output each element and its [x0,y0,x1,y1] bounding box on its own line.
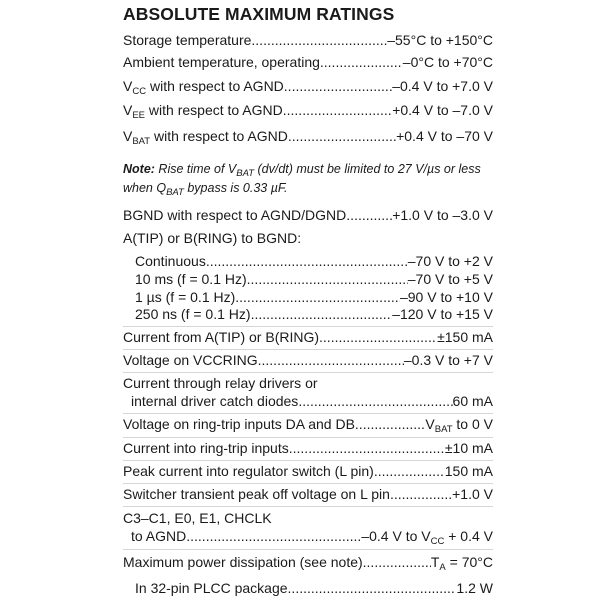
rating-tip-ring-1us [135,288,493,306]
rating-label: internal driver catch diodes [131,393,299,409]
rating-power-dissipation [123,553,493,571]
rating-value: –70 V to +2 V [407,253,493,269]
rating-value: $T_A = 70^\circ C$ [430,554,493,573]
divider [123,349,493,350]
rating-label: Current into ring-trip inputs [123,440,289,456]
rating-value: –120 V to +15 V [392,306,493,322]
divider [123,413,493,414]
rating-label: 1 µs (f = 0.1 Hz) [135,289,236,305]
divider [123,372,493,373]
rating-label: $V_{EE}$ with respect to AGND [123,102,283,121]
rating-vbat [123,127,493,145]
rating-control-pins [131,527,493,545]
rating-value: –70 V to +5 V [407,271,493,287]
rating-label: In 32-pin PLCC package [135,580,288,596]
rating-label: Ambient temperature, operating [123,54,320,70]
leader-dots [186,527,361,545]
rating-ring-trip-current [123,439,493,457]
rating-bgnd [123,206,493,224]
leader-space [354,206,392,224]
rating-value: +1.0 V [452,486,493,502]
rating-value: –0.4 V to +7.0 V [392,78,493,94]
rating-control-pins-line1: C3–C1, E0, E1, CHCLK [123,510,272,526]
divider [123,506,493,507]
leader-dots [258,351,404,369]
rating-switcher-transient [123,485,493,503]
rating-value: 1.2 W [456,580,493,596]
rating-label: Maximum power dissipation (see note) [123,554,363,570]
rating-value: –90 V to +10 V [399,289,493,305]
leader-dots [288,579,457,597]
rating-vcc [123,77,493,95]
rating-vee [123,101,493,119]
section-title: ABSOLUTE MAXIMUM RATINGS [123,4,395,24]
leader-dots [283,101,392,119]
divider [123,437,493,438]
leader-dots [390,485,452,503]
rating-relay-drivers [131,392,493,410]
rating-value: +0.4 V to –70 V [396,128,493,144]
leader-dots [206,252,408,270]
rating-tip-ring-250ns [135,305,493,323]
rating-regulator-current [123,462,493,480]
leader-dots [298,392,452,410]
rating-value: ±10 mA [444,440,493,456]
rating-value: –0°C to +70°C [402,54,493,70]
divider [123,549,493,550]
rating-label: Peak current into regulator switch (L pin) [123,463,374,479]
rating-label: 10 ms (f = 0.1 Hz) [135,271,247,287]
rating-value: ±150 mA [437,329,493,345]
rating-value: 150 mA [444,463,493,479]
leader-dots [251,31,387,49]
rating-value: $V_{BAT}$ to 0 V [425,416,493,435]
leader-dots [320,53,403,71]
rating-label: BGND with respect to AGND/DGND.. [123,207,355,223]
rating-value: –55°C to +150°C [387,32,493,48]
rating-ambient-temperature [123,53,493,71]
rating-relay-drivers-line1: Current through relay drivers or [123,375,318,391]
leader-dots [319,328,437,346]
rating-tip-ring-continuous [135,252,493,270]
rating-value: +1.0 V to –3.0 V [392,207,493,223]
leader-dots [289,439,445,457]
rating-current-tip-ring [123,328,493,346]
rating-label: Continuous [135,253,206,269]
rating-ring-trip-voltage [123,415,493,433]
rating-value: –0.4 V to $V_{CC} + 0.4$ V [361,528,493,547]
leader-dots [247,270,408,288]
rating-label: Voltage on ring-trip inputs DA and DB [123,416,355,432]
rating-plcc-package [135,579,493,597]
leader-dots [251,305,393,323]
rating-storage-temperature [123,31,493,49]
leader-dots [355,415,425,433]
rating-label: Switcher transient peak off voltage on L pin [123,486,390,502]
rating-value: 60 mA [452,393,493,409]
rating-label: $V_{CC}$ with respect to AGND [123,78,284,97]
divider [123,483,493,484]
rating-value: +0.4 V to –7.0 V [392,102,493,118]
rating-label: to AGND [131,528,187,544]
leader-dots [374,462,445,480]
rating-label: Current from A(TIP) or B(RING) [123,329,320,345]
rating-tip-ring-heading: A(TIP) or B(RING) to BGND: [123,230,302,246]
rating-tip-ring-10ms [135,270,493,288]
rating-label: 250 ns (f = 0.1 Hz) [135,306,251,322]
leader-dots [288,127,396,145]
leader-dots [235,288,400,306]
divider [123,460,493,461]
rating-label: $V_{BAT}$ with respect to AGND [123,128,288,147]
rating-label: Voltage on VCCRING [123,352,258,368]
rating-label: Storage temperature [123,32,252,48]
note-text: Note: Rise time of $V_{BAT}$ (dv/dt) must be limited to 27 V/µs or less when $Q_{BAT}$ bypass is 0.33 µF. [123,162,481,198]
divider [123,326,493,327]
rating-vccring [123,351,493,369]
rating-value: –0.3 V to +7 V [403,352,493,368]
leader-dots [284,77,392,95]
leader-dots [363,553,431,571]
